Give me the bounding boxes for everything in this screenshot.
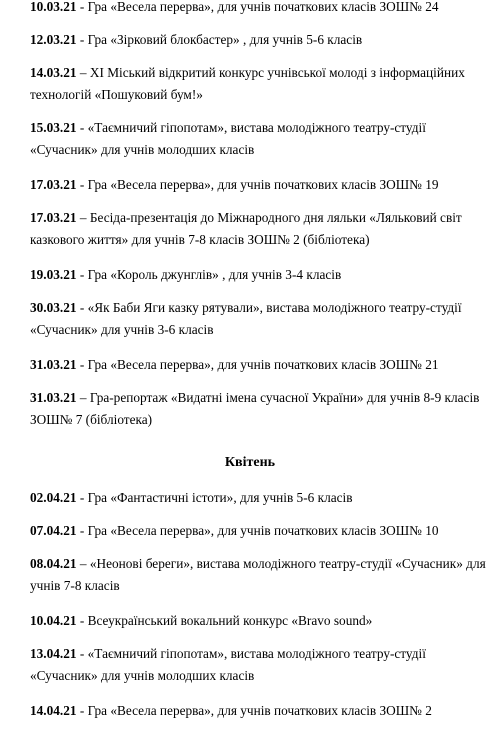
- event-description: - «Як Баби Яги казку рятували», вистава молодіжного театру-студії «Сучасник» для учнів 3-6 класів: [30, 300, 462, 337]
- event-date: 17.03.21: [30, 177, 77, 192]
- event-description: – ХІ Міський відкритий конкурс учнівської молоді з інформаційних технологій «Пошуковий бум!»: [30, 65, 465, 102]
- event-date: 13.04.21: [30, 646, 77, 661]
- event-date: 19.03.21: [30, 267, 77, 282]
- event-description: - Всеукраїнський вокальний конкурс «Bravo sound»: [76, 613, 373, 628]
- event-date: 31.03.21: [30, 390, 77, 405]
- event-description: - Гра «Весела перерва», для учнів початкових класів ЗОШ№ 2: [76, 703, 432, 718]
- event-entry: [30, 643, 492, 687]
- event-entry: [30, 297, 492, 341]
- event-description: - Гра «Зірковий блокбастер» , для учнів 5-6 класів: [76, 32, 363, 47]
- event-description: – Гра-репортаж «Видатні імена сучасної України» для учнів 8-9 класів ЗОШ№ 7 (бібліотека): [30, 390, 480, 427]
- event-description: - Гра «Весела перерва», для учнів початкових класів ЗОШ№ 19: [76, 177, 439, 192]
- event-description: - Гра «Фантастичні істоти», для учнів 5-6 класів: [76, 490, 353, 505]
- event-date: 07.04.21: [30, 523, 77, 538]
- event-date: 12.03.21: [30, 32, 77, 47]
- event-entry: [30, 487, 492, 509]
- event-entry: [30, 29, 492, 51]
- event-date: 10.03.21: [30, 0, 77, 14]
- event-description: - Гра «Весела перерва», для учнів початкових класів ЗОШ№ 24: [76, 0, 439, 14]
- event-date: 14.04.21: [30, 703, 77, 718]
- event-entry: [30, 117, 492, 161]
- event-entry: [30, 520, 492, 542]
- event-entry: [30, 700, 492, 722]
- event-date: 15.03.21: [30, 120, 77, 135]
- event-entry: [30, 610, 492, 632]
- event-description: – Бесіда-презентація до Міжнародного дня ляльки «Ляльковий світ казкового життя» для учнів 7-8 класів ЗОШ№ 2 (бібліотека): [30, 210, 462, 247]
- event-entry: [30, 264, 492, 286]
- event-entry: [30, 387, 492, 431]
- event-description: - «Таємничий гіпопотам», вистава молодіжного театру-студії «Сучасник» для учнів молодших класів: [30, 646, 426, 683]
- event-date: 17.03.21: [30, 210, 77, 225]
- event-date: 30.03.21: [30, 300, 77, 315]
- event-entry: [30, 354, 492, 376]
- event-entry: [30, 0, 492, 18]
- event-description: - Гра «Весела перерва», для учнів початкових класів ЗОШ№ 21: [76, 357, 439, 372]
- event-date: 02.04.21: [30, 490, 77, 505]
- event-description: – «Неонові береги», вистава молодіжного театру-студії «Сучасник» для учнів 7-8 класів: [30, 556, 486, 593]
- event-entry: [30, 62, 492, 106]
- event-date: 08.04.21: [30, 556, 77, 571]
- event-date: 14.03.21: [30, 65, 77, 80]
- event-date: 10.04.21: [30, 613, 77, 628]
- event-entry: [30, 207, 492, 251]
- event-description: - «Таємничий гіпопотам», вистава молодіжного театру-студії «Сучасник» для учнів молодших класів: [30, 120, 426, 157]
- event-description: - Гра «Весела перерва», для учнів початкових класів ЗОШ№ 10: [76, 523, 439, 538]
- event-entry: [30, 174, 492, 196]
- event-description: - Гра «Король джунглів» , для учнів 3-4 класів: [76, 267, 342, 282]
- section-heading-april: Квітень: [224, 455, 276, 470]
- event-date: 31.03.21: [30, 357, 77, 372]
- event-entry: [30, 553, 492, 597]
